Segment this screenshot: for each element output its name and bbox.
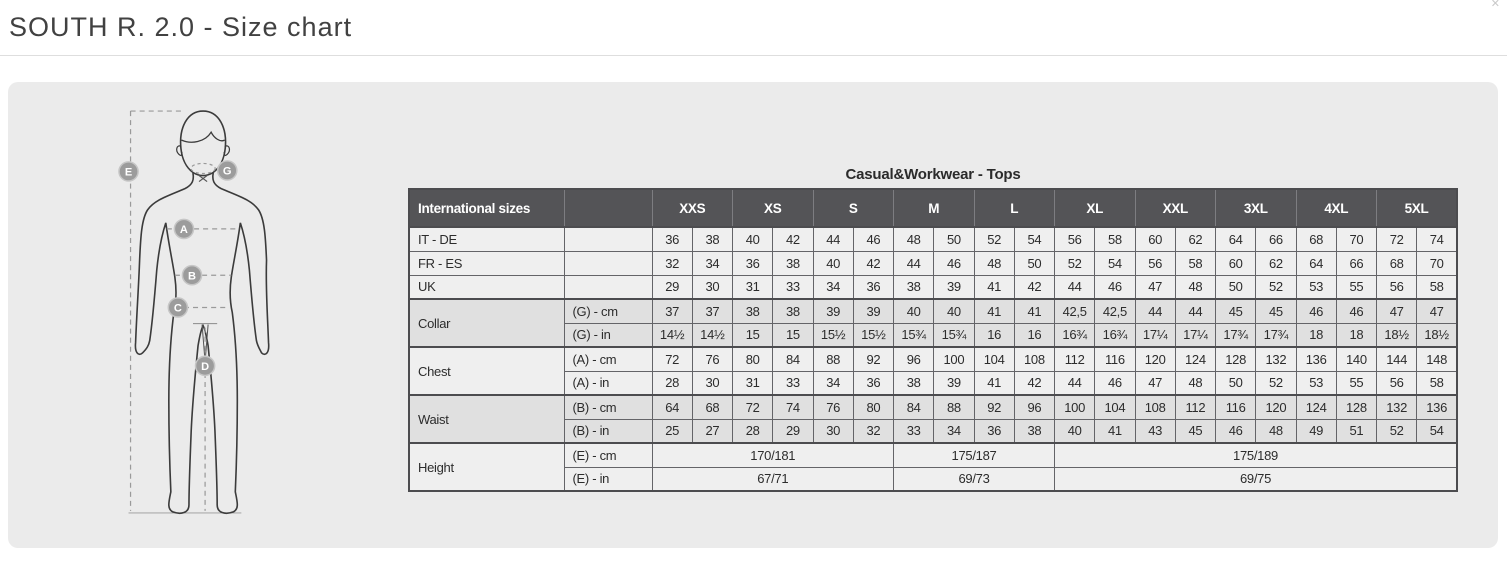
- table-row: [409, 227, 1457, 251]
- size-cell: 36: [733, 251, 773, 275]
- size-cell: 128: [1336, 395, 1376, 419]
- size-cell: 40: [733, 227, 773, 251]
- size-cell: 112: [1175, 395, 1215, 419]
- svg-text:C: C: [173, 302, 182, 315]
- size-cell: 38: [773, 299, 813, 323]
- size-cell: 53: [1296, 275, 1336, 299]
- size-cell: 48: [1256, 419, 1296, 443]
- body-outline: [135, 111, 268, 513]
- size-cell: 30: [813, 419, 853, 443]
- size-cell: 15: [733, 323, 773, 347]
- size-cell: 46: [1296, 299, 1336, 323]
- size-cell: 36: [974, 419, 1014, 443]
- size-cell: 33: [894, 419, 934, 443]
- international-sizes-label: International sizes: [409, 189, 564, 227]
- group-label-chest: Chest: [409, 347, 564, 395]
- size-cell: 68: [1296, 227, 1336, 251]
- size-cell: 66: [1336, 251, 1376, 275]
- size-cell: 40: [934, 299, 974, 323]
- size-cell: 144: [1377, 347, 1417, 371]
- size-cell: 40: [813, 251, 853, 275]
- size-cell: 48: [1175, 371, 1215, 395]
- svg-text:G: G: [222, 165, 232, 178]
- size-cell: 49: [1296, 419, 1336, 443]
- size-header-4xl: 4XL: [1296, 189, 1377, 227]
- size-cell: 80: [733, 347, 773, 371]
- size-cell: 84: [894, 395, 934, 419]
- size-cell: 64: [652, 395, 692, 419]
- size-cell: 76: [813, 395, 853, 419]
- size-cell: 128: [1216, 347, 1256, 371]
- size-cell: 42: [1014, 371, 1054, 395]
- size-cell: 45: [1256, 299, 1296, 323]
- size-cell: 31: [733, 371, 773, 395]
- size-cell: 50: [1014, 251, 1054, 275]
- measure-label-c: [168, 298, 187, 317]
- size-cell: 92: [853, 347, 893, 371]
- table-row: [409, 323, 1457, 347]
- size-cell: 48: [1175, 275, 1215, 299]
- merged-size-cell: 69/75: [1055, 467, 1458, 491]
- size-cell: 41: [974, 299, 1014, 323]
- size-cell: 52: [974, 227, 1014, 251]
- size-table-title: Casual&Workwear - Tops: [845, 166, 1021, 183]
- table-row: [409, 299, 1457, 323]
- table-row: [409, 251, 1457, 275]
- header-empty-cell: [564, 189, 652, 227]
- size-cell: 16: [974, 323, 1014, 347]
- size-cell: 37: [652, 299, 692, 323]
- unit-label: (E) - cm: [564, 443, 652, 467]
- measure-label-d: [196, 356, 215, 375]
- size-cell: 104: [1095, 395, 1135, 419]
- unit-label: (A) - in: [564, 371, 652, 395]
- size-cell: 112: [1055, 347, 1095, 371]
- size-cell: 60: [1135, 227, 1175, 251]
- size-cell: 55: [1336, 371, 1376, 395]
- unit-label: (G) - in: [564, 323, 652, 347]
- size-header-3xl: 3XL: [1216, 189, 1297, 227]
- size-cell: 44: [813, 227, 853, 251]
- size-cell: 34: [692, 251, 732, 275]
- row-label: FR - ES: [409, 251, 564, 275]
- size-cell: 15: [773, 323, 813, 347]
- size-cell: 132: [1256, 347, 1296, 371]
- table-header-row: [409, 189, 1457, 227]
- size-cell: 58: [1417, 371, 1457, 395]
- size-cell: 42,5: [1095, 299, 1135, 323]
- size-cell: 54: [1014, 227, 1054, 251]
- size-cell: 136: [1296, 347, 1336, 371]
- size-cell: 52: [1377, 419, 1417, 443]
- unit-label: (G) - cm: [564, 299, 652, 323]
- svg-text:B: B: [187, 270, 196, 283]
- size-cell: 17¼: [1175, 323, 1215, 347]
- size-cell: 44: [1175, 299, 1215, 323]
- size-cell: 46: [853, 227, 893, 251]
- size-cell: 76: [692, 347, 732, 371]
- size-cell: 56: [1135, 251, 1175, 275]
- size-cell: 64: [1216, 227, 1256, 251]
- table-row: [409, 395, 1457, 419]
- table-row: [409, 467, 1457, 491]
- merged-size-cell: 175/189: [1055, 443, 1458, 467]
- size-cell: 104: [974, 347, 1014, 371]
- size-cell: 100: [934, 347, 974, 371]
- size-cell: 39: [934, 275, 974, 299]
- unit-label: (B) - in: [564, 419, 652, 443]
- size-cell: 34: [813, 275, 853, 299]
- size-cell: 41: [1095, 419, 1135, 443]
- size-cell: 40: [894, 299, 934, 323]
- row-label: UK: [409, 275, 564, 299]
- size-cell: 60: [1216, 251, 1256, 275]
- page-title: SOUTH R. 2.0 - Size chart: [9, 12, 353, 42]
- size-cell: 38: [894, 275, 934, 299]
- size-cell: 58: [1095, 227, 1135, 251]
- size-header-xs: XS: [733, 189, 814, 227]
- size-cell: 18: [1296, 323, 1336, 347]
- unit-label: (E) - in: [564, 467, 652, 491]
- group-label-collar: Collar: [409, 299, 564, 347]
- size-cell: 148: [1417, 347, 1457, 371]
- size-cell: 124: [1175, 347, 1215, 371]
- row-empty-cell: [564, 227, 652, 251]
- size-cell: 18½: [1417, 323, 1457, 347]
- size-cell: 100: [1055, 395, 1095, 419]
- size-cell: 50: [934, 227, 974, 251]
- size-cell: 41: [974, 371, 1014, 395]
- size-cell: 43: [1135, 419, 1175, 443]
- size-cell: 34: [934, 419, 974, 443]
- size-cell: 14½: [692, 323, 732, 347]
- size-cell: 18½: [1377, 323, 1417, 347]
- size-cell: 124: [1296, 395, 1336, 419]
- size-cell: 46: [1095, 371, 1135, 395]
- size-cell: 42,5: [1055, 299, 1095, 323]
- size-cell: 27: [692, 419, 732, 443]
- size-cell: 29: [773, 419, 813, 443]
- size-cell: 68: [692, 395, 732, 419]
- size-cell: 36: [853, 371, 893, 395]
- table-row: [409, 371, 1457, 395]
- size-cell: 70: [1336, 227, 1376, 251]
- size-cell: 29: [652, 275, 692, 299]
- size-cell: 52: [1256, 371, 1296, 395]
- size-cell: 14½: [652, 323, 692, 347]
- size-cell: 15½: [813, 323, 853, 347]
- size-cell: 56: [1377, 275, 1417, 299]
- size-cell: 47: [1377, 299, 1417, 323]
- size-cell: 47: [1417, 299, 1457, 323]
- size-cell: 92: [974, 395, 1014, 419]
- size-cell: 72: [1377, 227, 1417, 251]
- size-cell: 58: [1417, 275, 1457, 299]
- size-cell: 17¾: [1216, 323, 1256, 347]
- size-cell: 54: [1095, 251, 1135, 275]
- size-cell: 42: [853, 251, 893, 275]
- size-cell: 44: [1135, 299, 1175, 323]
- measure-label-b: [182, 266, 201, 285]
- size-cell: 38: [894, 371, 934, 395]
- size-cell: 30: [692, 371, 732, 395]
- size-cell: 41: [974, 275, 1014, 299]
- size-cell: 68: [1377, 251, 1417, 275]
- size-cell: 46: [1336, 299, 1376, 323]
- row-label: IT - DE: [409, 227, 564, 251]
- size-cell: 42: [773, 227, 813, 251]
- size-cell: 50: [1216, 275, 1256, 299]
- size-header-m: M: [894, 189, 975, 227]
- body-figure-svg: [112, 104, 274, 522]
- merged-size-cell: 69/73: [894, 467, 1055, 491]
- measure-label-g: [218, 161, 237, 180]
- size-cell: 45: [1175, 419, 1215, 443]
- measure-label-a: [174, 219, 193, 238]
- size-cell: 44: [894, 251, 934, 275]
- size-cell: 30: [692, 275, 732, 299]
- size-cell: 39: [934, 371, 974, 395]
- size-cell: 72: [652, 347, 692, 371]
- size-cell: 74: [773, 395, 813, 419]
- size-cell: 48: [894, 227, 934, 251]
- size-cell: 39: [853, 299, 893, 323]
- size-cell: 132: [1377, 395, 1417, 419]
- size-cell: 16¾: [1095, 323, 1135, 347]
- unit-label: (A) - cm: [564, 347, 652, 371]
- size-cell: 34: [813, 371, 853, 395]
- size-cell: 38: [773, 251, 813, 275]
- size-cell: 62: [1256, 251, 1296, 275]
- size-cell: 42: [1014, 275, 1054, 299]
- merged-size-cell: 175/187: [894, 443, 1055, 467]
- size-cell: 45: [1216, 299, 1256, 323]
- size-cell: 39: [813, 299, 853, 323]
- size-cell: 47: [1135, 371, 1175, 395]
- size-cell: 120: [1256, 395, 1296, 419]
- size-cell: 32: [652, 251, 692, 275]
- size-cell: 62: [1175, 227, 1215, 251]
- merged-size-cell: 67/71: [652, 467, 894, 491]
- size-cell: 46: [934, 251, 974, 275]
- size-cell: 108: [1014, 347, 1054, 371]
- size-cell: 74: [1417, 227, 1457, 251]
- size-cell: 64: [1296, 251, 1336, 275]
- size-cell: 56: [1377, 371, 1417, 395]
- size-cell: 58: [1175, 251, 1215, 275]
- size-cell: 33: [773, 371, 813, 395]
- row-empty-cell: [564, 251, 652, 275]
- size-cell: 50: [1216, 371, 1256, 395]
- group-label-waist: Waist: [409, 395, 564, 443]
- size-cell: 120: [1135, 347, 1175, 371]
- size-cell: 72: [733, 395, 773, 419]
- size-cell: 53: [1296, 371, 1336, 395]
- size-cell: 84: [773, 347, 813, 371]
- size-cell: 56: [1055, 227, 1095, 251]
- size-cell: 116: [1216, 395, 1256, 419]
- page-header: [0, 0, 1507, 56]
- table-row: [409, 275, 1457, 299]
- table-row: [409, 443, 1457, 467]
- size-cell: 31: [733, 275, 773, 299]
- size-cell: 88: [934, 395, 974, 419]
- body-measurement-figure: [112, 104, 274, 522]
- size-chart-panel: [8, 82, 1498, 548]
- size-header-s: S: [813, 189, 894, 227]
- svg-text:E: E: [124, 166, 133, 179]
- size-cell: 47: [1135, 275, 1175, 299]
- size-cell: 52: [1055, 251, 1095, 275]
- size-cell: 80: [853, 395, 893, 419]
- size-cell: 52: [1256, 275, 1296, 299]
- size-header-xxl: XXL: [1135, 189, 1216, 227]
- size-cell: 15¾: [934, 323, 974, 347]
- size-cell: 88: [813, 347, 853, 371]
- size-cell: 28: [652, 371, 692, 395]
- size-cell: 46: [1095, 275, 1135, 299]
- size-cell: 66: [1256, 227, 1296, 251]
- size-cell: 15½: [853, 323, 893, 347]
- size-header-5xl: 5XL: [1377, 189, 1458, 227]
- size-cell: 54: [1417, 419, 1457, 443]
- size-cell: 36: [853, 275, 893, 299]
- size-table-area: [408, 166, 1458, 492]
- size-cell: 18: [1336, 323, 1376, 347]
- size-cell: 40: [1055, 419, 1095, 443]
- svg-text:A: A: [179, 223, 188, 236]
- svg-text:D: D: [201, 360, 210, 373]
- size-cell: 136: [1417, 395, 1457, 419]
- size-cell: 38: [692, 227, 732, 251]
- group-label-height: Height: [409, 443, 564, 491]
- collar-measure: [191, 163, 215, 181]
- table-row: [409, 419, 1457, 443]
- size-cell: 140: [1336, 347, 1376, 371]
- size-cell: 17¼: [1135, 323, 1175, 347]
- size-cell: 32: [853, 419, 893, 443]
- size-header-xxs: XXS: [652, 189, 733, 227]
- size-cell: 28: [733, 419, 773, 443]
- unit-label: (B) - cm: [564, 395, 652, 419]
- girth-measure-lines: [167, 229, 238, 308]
- merged-size-cell: 170/181: [652, 443, 894, 467]
- size-cell: 96: [1014, 395, 1054, 419]
- size-cell: 38: [1014, 419, 1054, 443]
- size-cell: 46: [1216, 419, 1256, 443]
- row-empty-cell: [564, 275, 652, 299]
- size-cell: 16: [1014, 323, 1054, 347]
- table-row: [409, 347, 1457, 371]
- size-cell: 48: [974, 251, 1014, 275]
- size-header-xl: XL: [1055, 189, 1136, 227]
- size-cell: 25: [652, 419, 692, 443]
- size-cell: 116: [1095, 347, 1135, 371]
- size-cell: 55: [1336, 275, 1376, 299]
- size-cell: 44: [1055, 275, 1095, 299]
- size-cell: 51: [1336, 419, 1376, 443]
- size-cell: 17¾: [1256, 323, 1296, 347]
- size-header-l: L: [974, 189, 1055, 227]
- close-icon[interactable]: ✕: [1490, 0, 1500, 10]
- size-cell: 16¾: [1055, 323, 1095, 347]
- size-cell: 37: [692, 299, 732, 323]
- size-cell: 15¾: [894, 323, 934, 347]
- size-cell: 36: [652, 227, 692, 251]
- size-cell: 33: [773, 275, 813, 299]
- size-cell: 38: [733, 299, 773, 323]
- size-table: [408, 188, 1458, 492]
- size-cell: 44: [1055, 371, 1095, 395]
- size-cell: 108: [1135, 395, 1175, 419]
- measure-label-e: [119, 162, 138, 181]
- size-cell: 41: [1014, 299, 1054, 323]
- size-cell: 96: [894, 347, 934, 371]
- size-cell: 70: [1417, 251, 1457, 275]
